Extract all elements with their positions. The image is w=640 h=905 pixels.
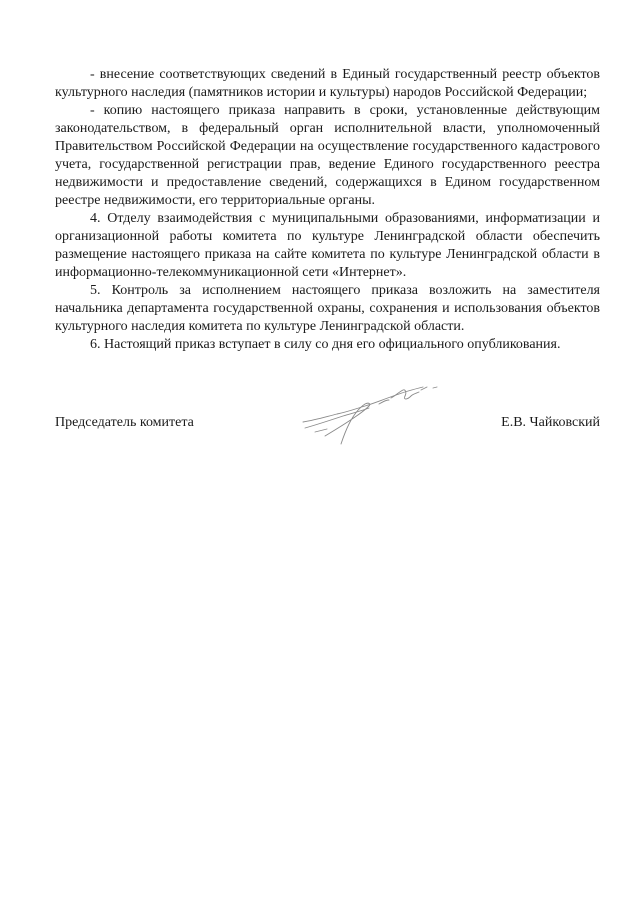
signatory-name: Е.В. Чайковский bbox=[501, 415, 600, 430]
paragraph-copy-order: - копию настоящего приказа направить в сроки, установленные действующим законодательством, в федеральный орган исполнительной власти, уполномоченный Правительством Российской Федерации на осуществление государственного кадастрового учета, государственной регистрации прав, ведение Единого государственного реестра недвижимости и предоставление сведений, содержащихся в Едином государственном реестре недвижимости, его территориальные органы. bbox=[55, 103, 600, 208]
paragraph-item-5: 5. Контроль за исполнением настоящего приказа возложить на заместителя начальника департамента государственной охраны, сохранения и использования объектов культурного наследия комитета по культуре Ленинградской области. bbox=[55, 283, 600, 334]
handwritten-signature bbox=[295, 384, 475, 464]
signature-block bbox=[55, 414, 600, 474]
paragraph-registry-entry: - внесение соответствующих сведений в Единый государственный реестр объектов культурного наследия (памятников истории и культуры) народов Российской Федерации; bbox=[55, 67, 600, 100]
paragraph-item-4: 4. Отделу взаимодействия с муниципальными образованиями, информатизации и организационной работы комитета по культуре Ленинградской области обеспечить размещение настоящего приказа на сайте комитета по культуре Ленинградской области в информационно-телекоммуникационной сети «Интернет». bbox=[55, 211, 600, 280]
signatory-title: Председатель комитета bbox=[55, 415, 194, 430]
paragraph-item-6: 6. Настоящий приказ вступает в силу со дня его официального опубликования. bbox=[90, 337, 561, 352]
document-body bbox=[55, 66, 600, 354]
